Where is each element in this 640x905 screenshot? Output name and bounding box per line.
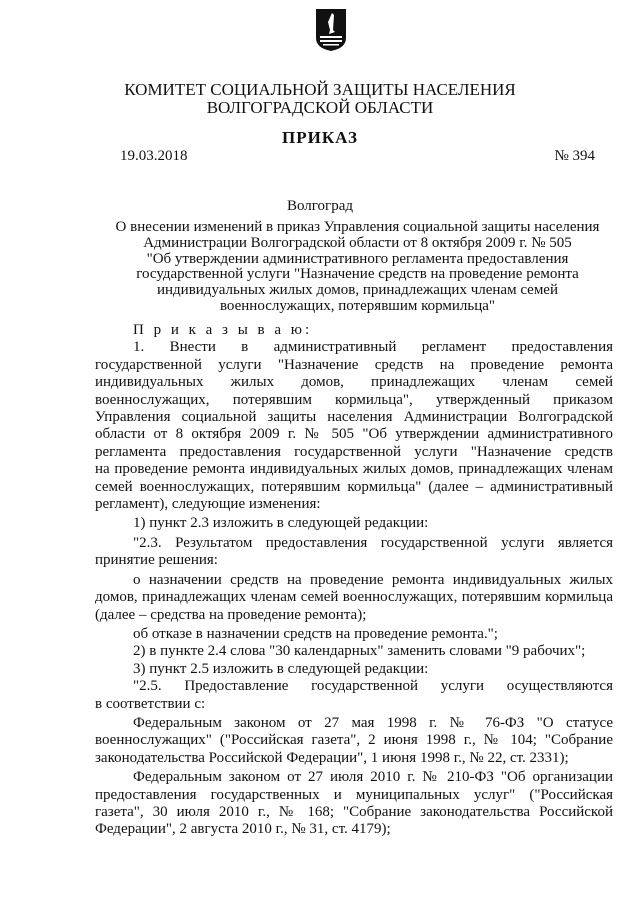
subject-line: О внесении изменений в приказ Управления социальной защиты населения bbox=[115, 219, 600, 235]
paragraph-line: "2.5. Предоставление государственной услуги осуществляются bbox=[133, 678, 613, 695]
subject-line: "Об утверждении административного регламента предоставления bbox=[146, 250, 569, 267]
document-subject bbox=[95, 220, 620, 315]
subject-line: Администрации Волгоградской области от 8 октября 2009 г. № 505 bbox=[143, 234, 572, 251]
document-title: ПРИКАЗ bbox=[282, 128, 358, 147]
paragraph-line: военнослужащих, потерявшим кормильца", утвержденный приказом bbox=[95, 391, 613, 408]
law-reference-line: Федерации", 2 августа 2010 г., № 31, ст. 4179); bbox=[95, 821, 391, 838]
document-number: № 394 bbox=[554, 148, 595, 164]
subject-line: военнослужащих, потерявшим кормильца" bbox=[219, 297, 496, 314]
paragraph-line: (далее – средства на проведение ремонта); bbox=[95, 606, 367, 623]
paragraph-line: "2.3. Результатом предоставления государственной услуги является bbox=[133, 534, 613, 551]
paragraph-line: Управления социальной защиты населения Администрации Волгоградской bbox=[95, 409, 613, 426]
law-reference-line: предоставления государственных и муниципальных услуг" ("Российская bbox=[95, 786, 613, 803]
document-body bbox=[95, 322, 613, 839]
paragraph-line: регламент), следующие изменения: bbox=[95, 496, 321, 513]
paragraph-line: государственной услуги "Назначение средств на проведение ремонта bbox=[95, 356, 613, 373]
amendment-item-3: 3) пункт 2.5 изложить в следующей редакции: bbox=[133, 660, 429, 677]
amendment-item-2: 2) в пункте 2.4 слова "30 календарных" заменить словами "9 рабочих"; bbox=[133, 643, 586, 660]
law-reference-line: Федеральным законом от 27 мая 1998 г. № 76-ФЗ "О статусе bbox=[133, 714, 613, 731]
organization-name-line-2: ВОЛГОГРАДСКОЙ ОБЛАСТИ bbox=[206, 98, 434, 117]
paragraph-line: индивидуальных жилых домов, принадлежащих членам семей bbox=[95, 374, 613, 391]
paragraph-line: регламента предоставления государственной услуги "Назначение средств bbox=[95, 443, 613, 460]
paragraph-line: домов, принадлежащих членам семей военнослужащих, потерявшим кормильца bbox=[95, 589, 613, 606]
paragraph-line: семей военнослужащих, потерявшим кормильца" (далее – административный bbox=[95, 478, 613, 495]
organization-name-line-1: КОМИТЕТ СОЦИАЛЬНОЙ ЗАЩИТЫ НАСЕЛЕНИЯ bbox=[124, 80, 516, 99]
subject-line: индивидуальных жилых домов, принадлежащих членам семей bbox=[156, 282, 558, 299]
subject-line: государственной услуги "Назначение средств на проведение ремонта bbox=[136, 266, 579, 283]
paragraph-line: об отказе в назначении средств на проведение ремонта."; bbox=[133, 625, 498, 642]
paragraph-line: 1. Внести в административный регламент предоставления bbox=[133, 339, 613, 356]
law-reference-line: законодательства Российской Федерации", 1 июня 1998 г., № 22, ст. 2331); bbox=[95, 749, 569, 766]
paragraph-line: о назначении средств на проведение ремонта индивидуальных жилых bbox=[133, 571, 613, 588]
document-date: 19.03.2018 bbox=[120, 148, 188, 164]
law-reference-line: газета", 30 июля 2010 г., № 168; "Собрание законодательства Российской bbox=[95, 803, 613, 820]
document-city: Волгоград bbox=[286, 198, 353, 214]
paragraph-line: на проведение ремонта индивидуальных жилых домов, принадлежащих членам bbox=[95, 461, 613, 478]
paragraph-line: принятие решения: bbox=[95, 552, 218, 569]
paragraph-line: области от 8 октября 2009 г. № 505 "Об утверждении административного bbox=[95, 426, 613, 443]
paragraph-line: в соответствии с: bbox=[95, 695, 206, 712]
law-reference-line: Федеральным законом от 27 июля 2010 г. № 210-ФЗ "Об организации bbox=[133, 769, 613, 786]
law-reference-line: военнослужащих" ("Российская газета", 2 июня 1998 г., № 104; "Собрание bbox=[95, 732, 613, 749]
volgograd-coat-of-arms-icon bbox=[315, 8, 347, 52]
amendment-item-1: 1) пункт 2.3 изложить в следующей редакции: bbox=[133, 515, 429, 532]
order-keyword: П р и к а з ы в а ю: bbox=[133, 322, 313, 338]
